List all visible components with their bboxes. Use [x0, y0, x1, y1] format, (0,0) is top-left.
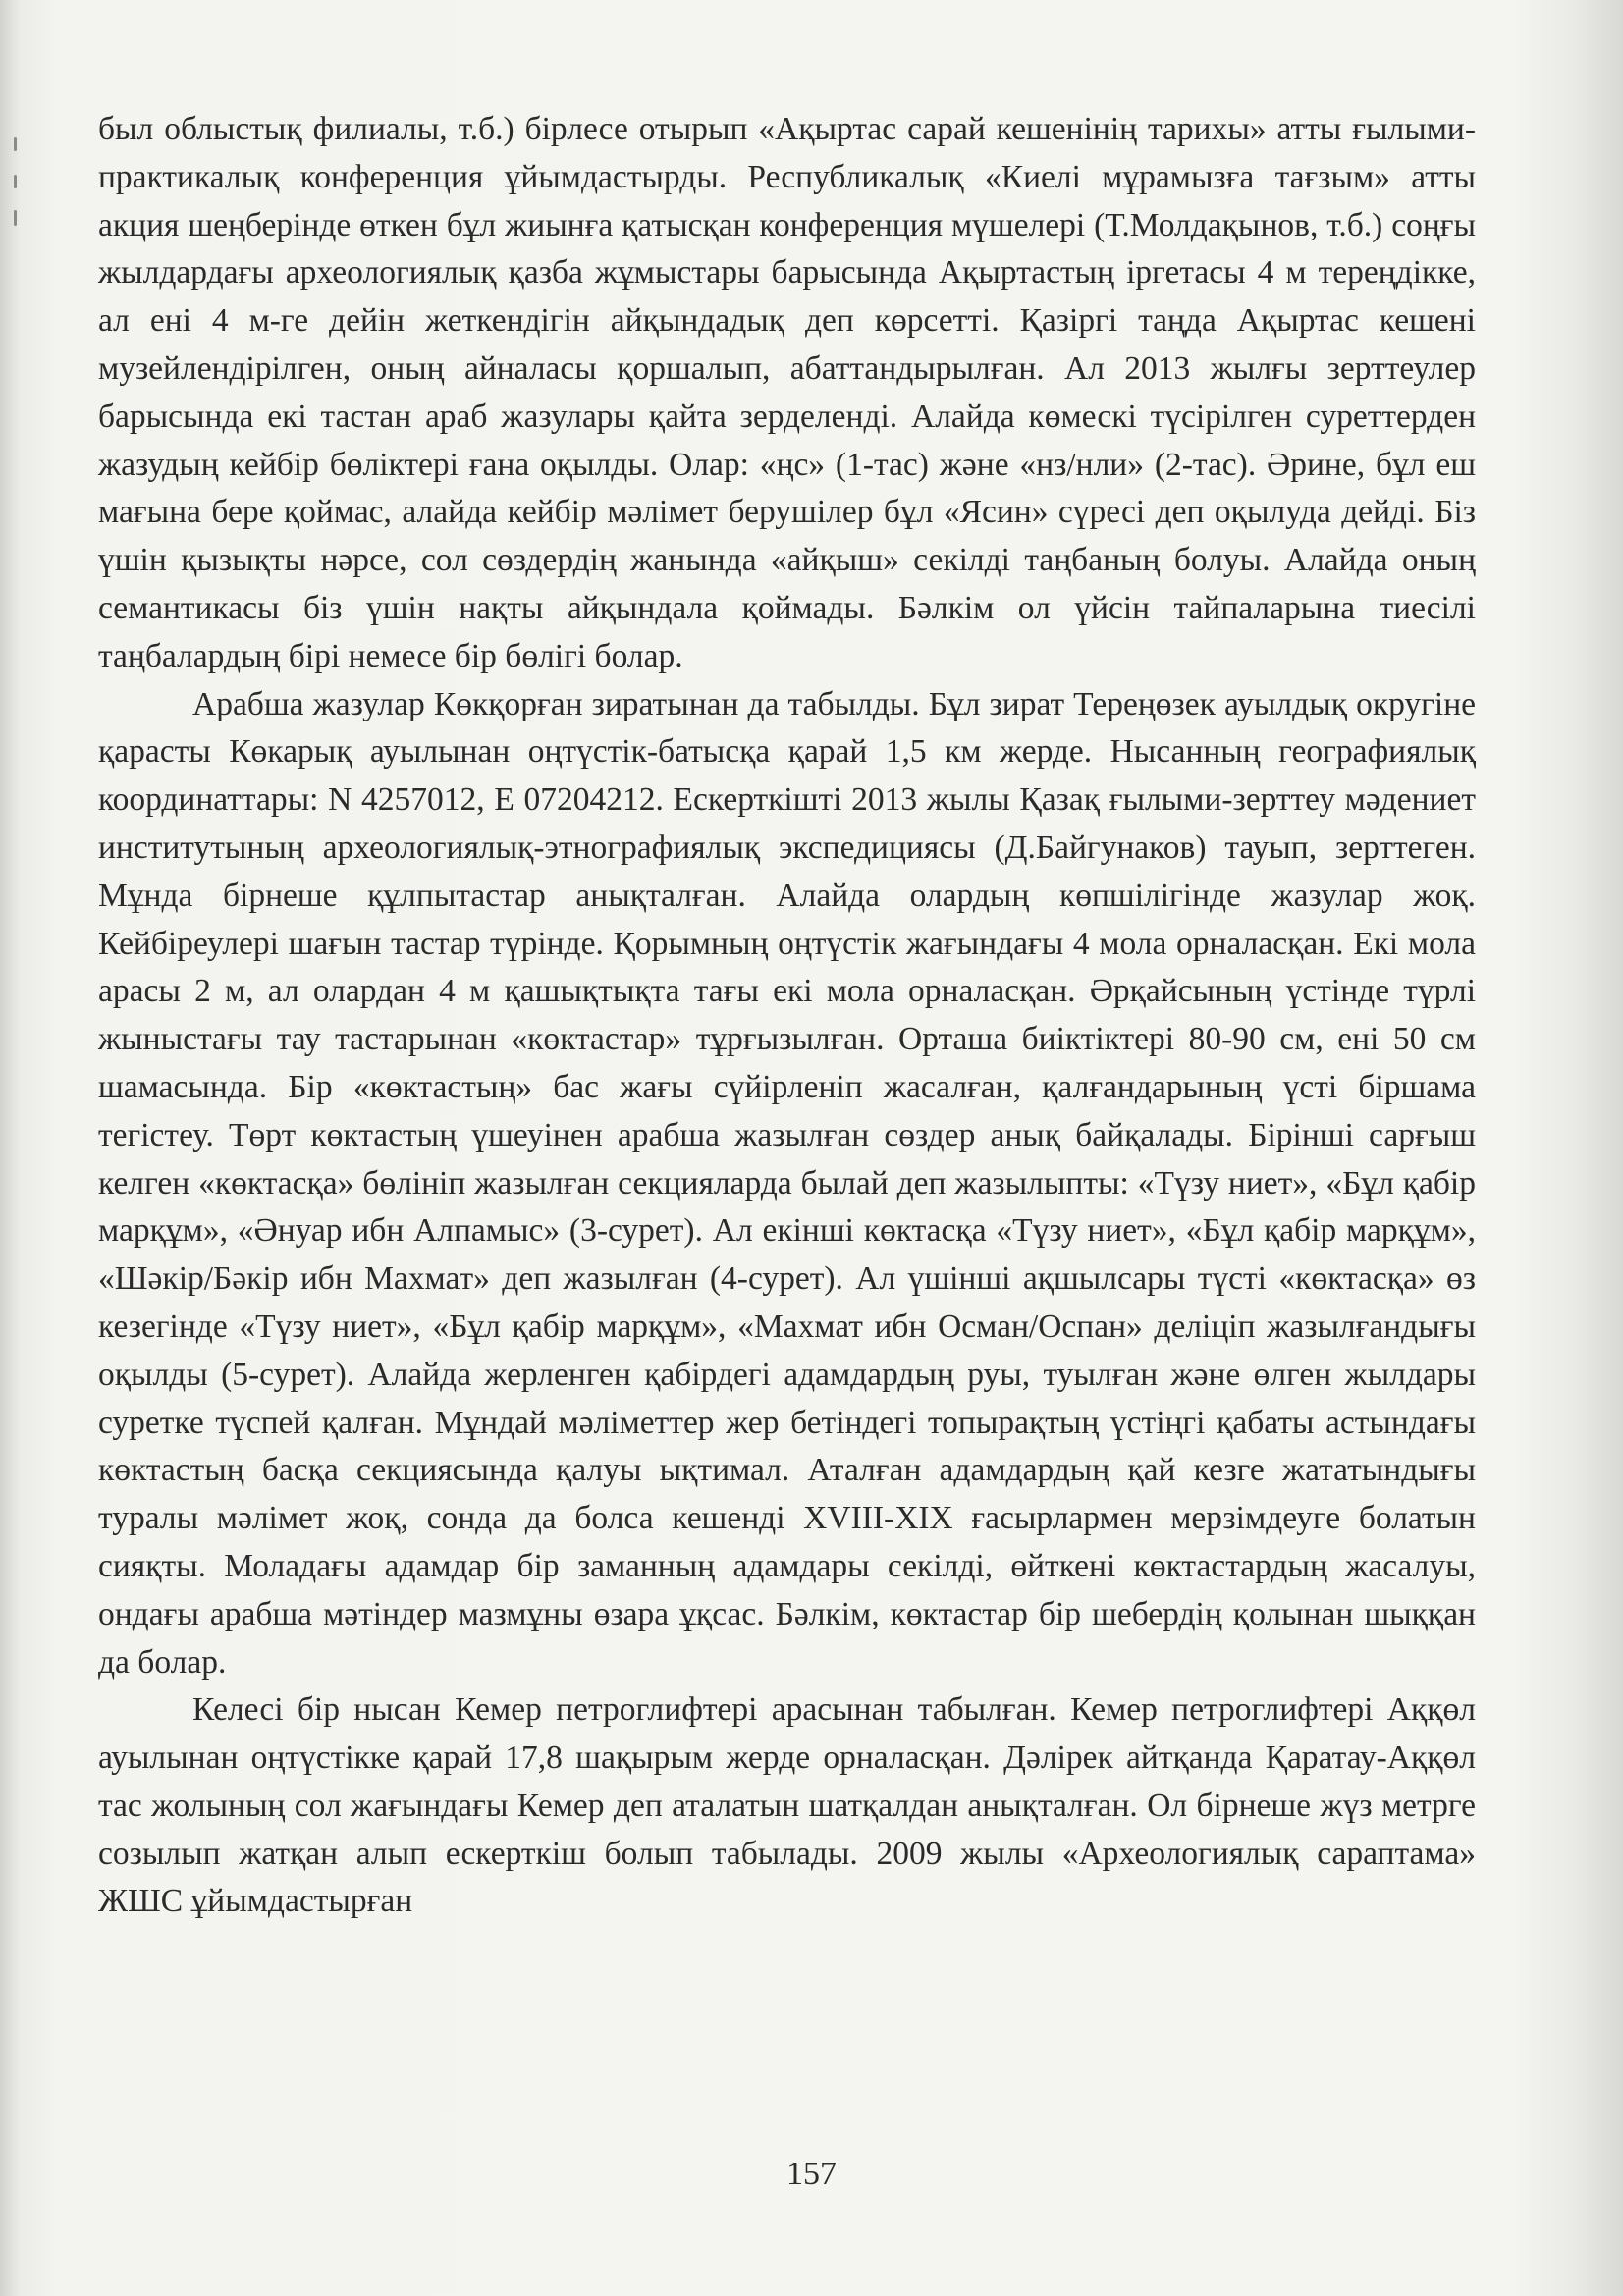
binding-mark	[14, 210, 17, 226]
paragraph: Келесі бір нысан Кемер петроглифтері арасынан табылған. Кемер петроглифтері Аққөл ауылынан оңтүстікке қарай 17,8 шақырым жерде орналасқан. Дәлірек айтқанда Қаратау-Аққөл тас жолының сол жағындағы Кемер деп аталатын шатқалдан анықталған. Ол бірнеше жүз метрге созылып жатқан алып ескерткіш болып табылады. 2009 жылы «Археологиялық сараптама» ЖШС ұйымдастырған	[98, 1691, 1476, 1920]
paragraph-continued: был облыстық филиалы, т.б.) бірлесе отырып «Ақыртас сарай кешенінің тарихы» атты ғылыми-практикалық конференция ұйымдастырды. Республикалық «Киелі мұрамызға тағзым» атты акция шеңберінде өткен бұл жиынға қатысқан конференция мүшелері (Т.Молдақынов, т.б.) соңғы жылдардағы археологиялық қазба жұмыстары барысында Ақыртастың іргетасы 4 м тереңдікке, ал ені 4 м-ге дейін жеткендігін айқындадық деп көрсетті. Қазіргі таңда Ақыртас кешені музейлендірілген, оның айналасы қоршалып, абаттандырылған. Ал 2013 жылғы зерттеулер барысында екі тастан араб жазулары қайта зерделенді. Алайда көмескі түсірілген суреттерден жазудың кейбір бөліктері ғана оқылды. Олар: «ңс» (1-тас) және «нз/нли» (2-тас). Әрине, бұл еш мағына бере қоймас, алайда кейбір мәлімет берушілер бұл «Ясин» сүресі деп оқылуда дейді. Біз үшін қызықты нәрсе, сол сөздердің жанында «айқыш» секілді таңбаның болуы. Алайда оның семантикасы біз үшін нақты айқындала қоймады. Бәлкім ол үйсін тайпаларына тиесілі таңбалардың бірі немесе бір бөлігі болар.	[98, 111, 1476, 674]
paragraph: Арабша жазулар Көкқорған зиратынан да табылды. Бұл зират Тереңөзек ауылдық округіне қарасты Көкарық ауылынан оңтүстік-батысқа қарай 1,5 км жерде. Нысанның географиялық координаттары: N 4257012, E 07204212. Ескерткішті 2013 жылы Қазақ ғылыми-зерттеу мәдениет институтының археологиялық-этнографиялық экспедициясы (Д.Байгунаков) тауып, зерттеген. Мұнда бірнеше құлпытастар анықталған. Алайда олардың көпшілігінде жазулар жоқ. Кейбіреулері шағын тастар түрінде. Қорымның оңтүстік жағындағы 4 мола орналасқан. Екі мола арасы 2 м, ал олардан 4 м қашықтықта тағы екі мола орналасқан. Әрқайсының үстінде түрлі жыныстағы тау тастарынан «көктастар» тұрғызылған. Орташа биіктіктері 80-90 см, ені 50 см шамасында. Бір «көктастың» бас жағы сүйірленіп жасалған, қалғандарының үсті біршама тегістеу. Төрт көктастың үшеуінен арабша жазылған сөздер анық байқалады. Бірінші сарғыш келген «көктасқа» бөлініп жазылған секцияларда былай деп жазылыпты: «Түзу ниет», «Бұл қабір марқұм», «Әнуар ибн Алпамыс» (3-сурет). Ал екінші көктасқа «Түзу ниет», «Бұл қабір марқұм», «Шәкір/Бәкір ибн Махмат» деп жазылған (4-сурет). Ал үшінші ақшылсары түсті «көктасқа» өз кезегінде «Түзу ниет», «Бұл қабір марқұм», «Махмат ибн Осман/Оспан» деліціп жазылғандығы оқылды (5-сурет). Алайда жерленген қабірдегі адамдардың руы, туылған және өлген жылдары суретке түспей қалған. Мұндай мәліметтер жер бетіндегі топырақтың үстіңгі қабаты астындағы көктастың басқа секциясында қалуы ықтимал. Аталған адамдардың қай кезге жататындығы туралы мәлімет жоқ, сонда да болса кешенді XVIII-XIX ғасырлармен мерзімдеуге болатын сияқты. Моладағы адамдар бір заманның адамдары секілді, өйткені көктастардың жасалуы, ондағы арабша мәтіндер мазмұны өзара ұқсас. Бәлкім, көктастар бір шебердің қолынан шыққан да болар.	[98, 685, 1476, 1681]
binding-mark	[14, 175, 17, 188]
body-text	[98, 106, 1476, 1926]
binding-mark	[14, 137, 17, 151]
page-number: 157	[786, 2156, 837, 2192]
